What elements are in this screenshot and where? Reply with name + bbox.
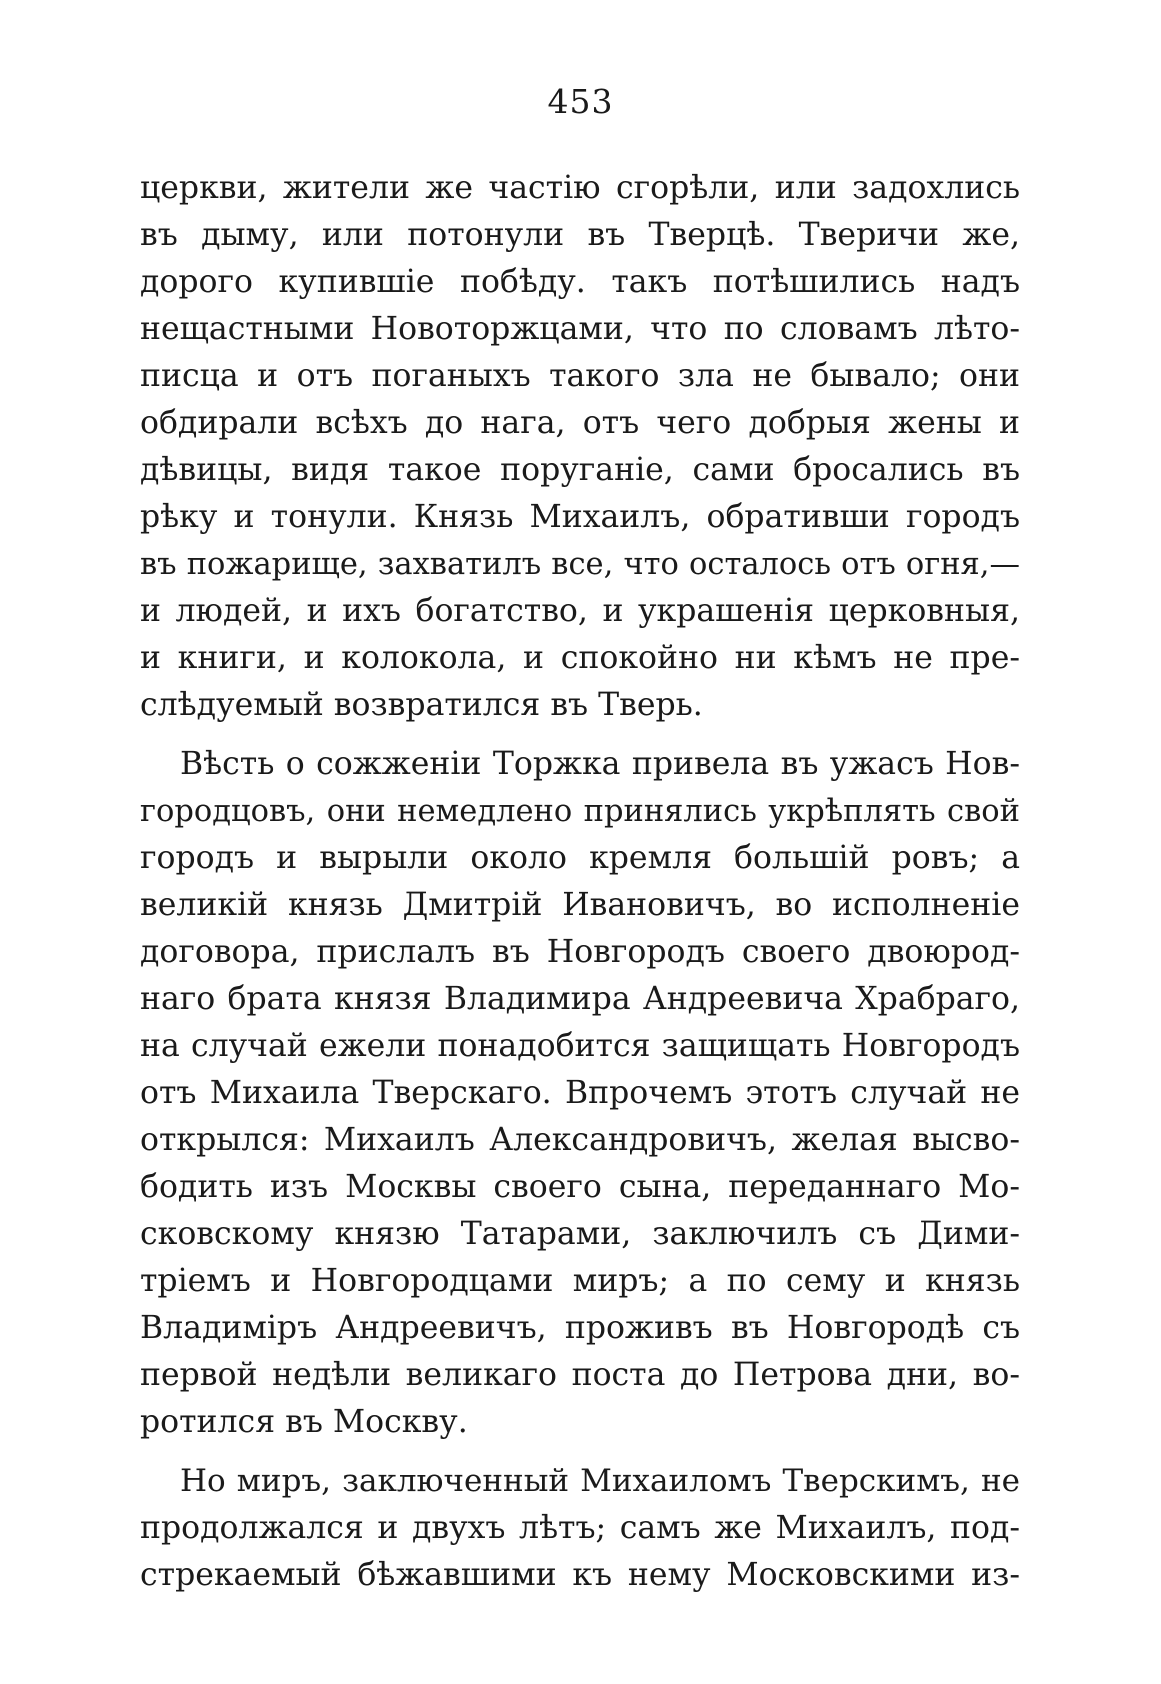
text-line: нещастными Новоторжцами, что по словамъ лѣто-: [140, 311, 1020, 347]
text-line: городъ и вырыли около кремля большій ровъ; а: [140, 840, 1020, 876]
paragraph-gap: [140, 729, 1020, 741]
text-line: тріемъ и Новгородцами миръ; а по сему и князь: [140, 1263, 1020, 1299]
text-line: слѣдуемый возвратился въ Тверь.: [140, 687, 703, 723]
text-line: обдирали всѣхъ до нага, отъ чего добрыя жены и: [140, 405, 1020, 441]
text-line: дѣвицы, видя такое поруганіе, сами бросались въ: [140, 452, 1020, 488]
text-line: бодить изъ Москвы своего сына, переданнаго Мо-: [140, 1169, 1020, 1205]
text-line: городцовъ, они немедлено принялись укрѣплять свой: [140, 794, 1020, 829]
text-line: отъ Михаила Тверскаго. Впрочемъ этотъ случай не: [140, 1075, 1020, 1111]
text-line: Владиміръ Андреевичъ, проживъ въ Новгородѣ съ: [140, 1310, 1020, 1346]
paragraph-3: [140, 1458, 1020, 1599]
text-line: договора, прислалъ въ Новгородъ своего двоюрод-: [140, 934, 1020, 970]
paragraph-2: [140, 741, 1020, 1446]
page-number: 453: [547, 82, 614, 121]
text-line: церкви, жители же частію сгорѣли, или задохлись: [140, 170, 1020, 206]
text-line: первой недѣли великаго поста до Петрова дни, во-: [140, 1357, 1020, 1393]
text-line: рѣку и тонули. Князь Михаилъ, обративши городъ: [140, 499, 1020, 535]
text-line: и людей, и ихъ богатство, и украшенія церковныя,: [140, 593, 1020, 629]
text-line: продолжался и двухъ лѣтъ; самъ же Михаилъ, под-: [140, 1510, 1020, 1546]
text-line: открылся: Михаилъ Александровичъ, желая высво-: [140, 1122, 1020, 1158]
text-line: на случай ежели понадобится защищать Новгородъ: [140, 1028, 1020, 1064]
text-line: Но миръ, заключенный Михаиломъ Тверскимъ, не: [180, 1463, 1020, 1499]
text-line: въ дыму, или потонули въ Тверцѣ. Тверичи же,: [140, 217, 1020, 253]
text-line: стрекаемый бѣжавшими къ нему Московскими из-: [140, 1557, 1020, 1593]
text-line: великій князь Дмитрій Ивановичъ, во исполненіе: [140, 887, 1020, 923]
text-line: и книги, и колокола, и спокойно ни кѣмъ не пре-: [140, 640, 1020, 676]
text-line: сковскому князю Татарами, заключилъ съ Дими-: [140, 1216, 1020, 1252]
text-line: Вѣсть о сожженіи Торжка привела въ ужасъ Нов-: [180, 746, 1020, 782]
text-line: писца и отъ поганыхъ такого зла не бывало; они: [140, 358, 1020, 394]
text-line: дорого купившіе побѣду. такъ потѣшились надъ: [140, 264, 1020, 300]
text-line: въ пожарище, захватилъ все, что осталось отъ огня,—: [140, 547, 1020, 582]
paragraph-gap: [140, 1446, 1020, 1458]
paragraph-1: [140, 165, 1020, 729]
text-line: наго брата князя Владимира Андреевича Храбраго,: [140, 981, 1020, 1017]
text-line: ротился въ Москву.: [140, 1404, 468, 1440]
body-text: [140, 165, 1020, 1599]
